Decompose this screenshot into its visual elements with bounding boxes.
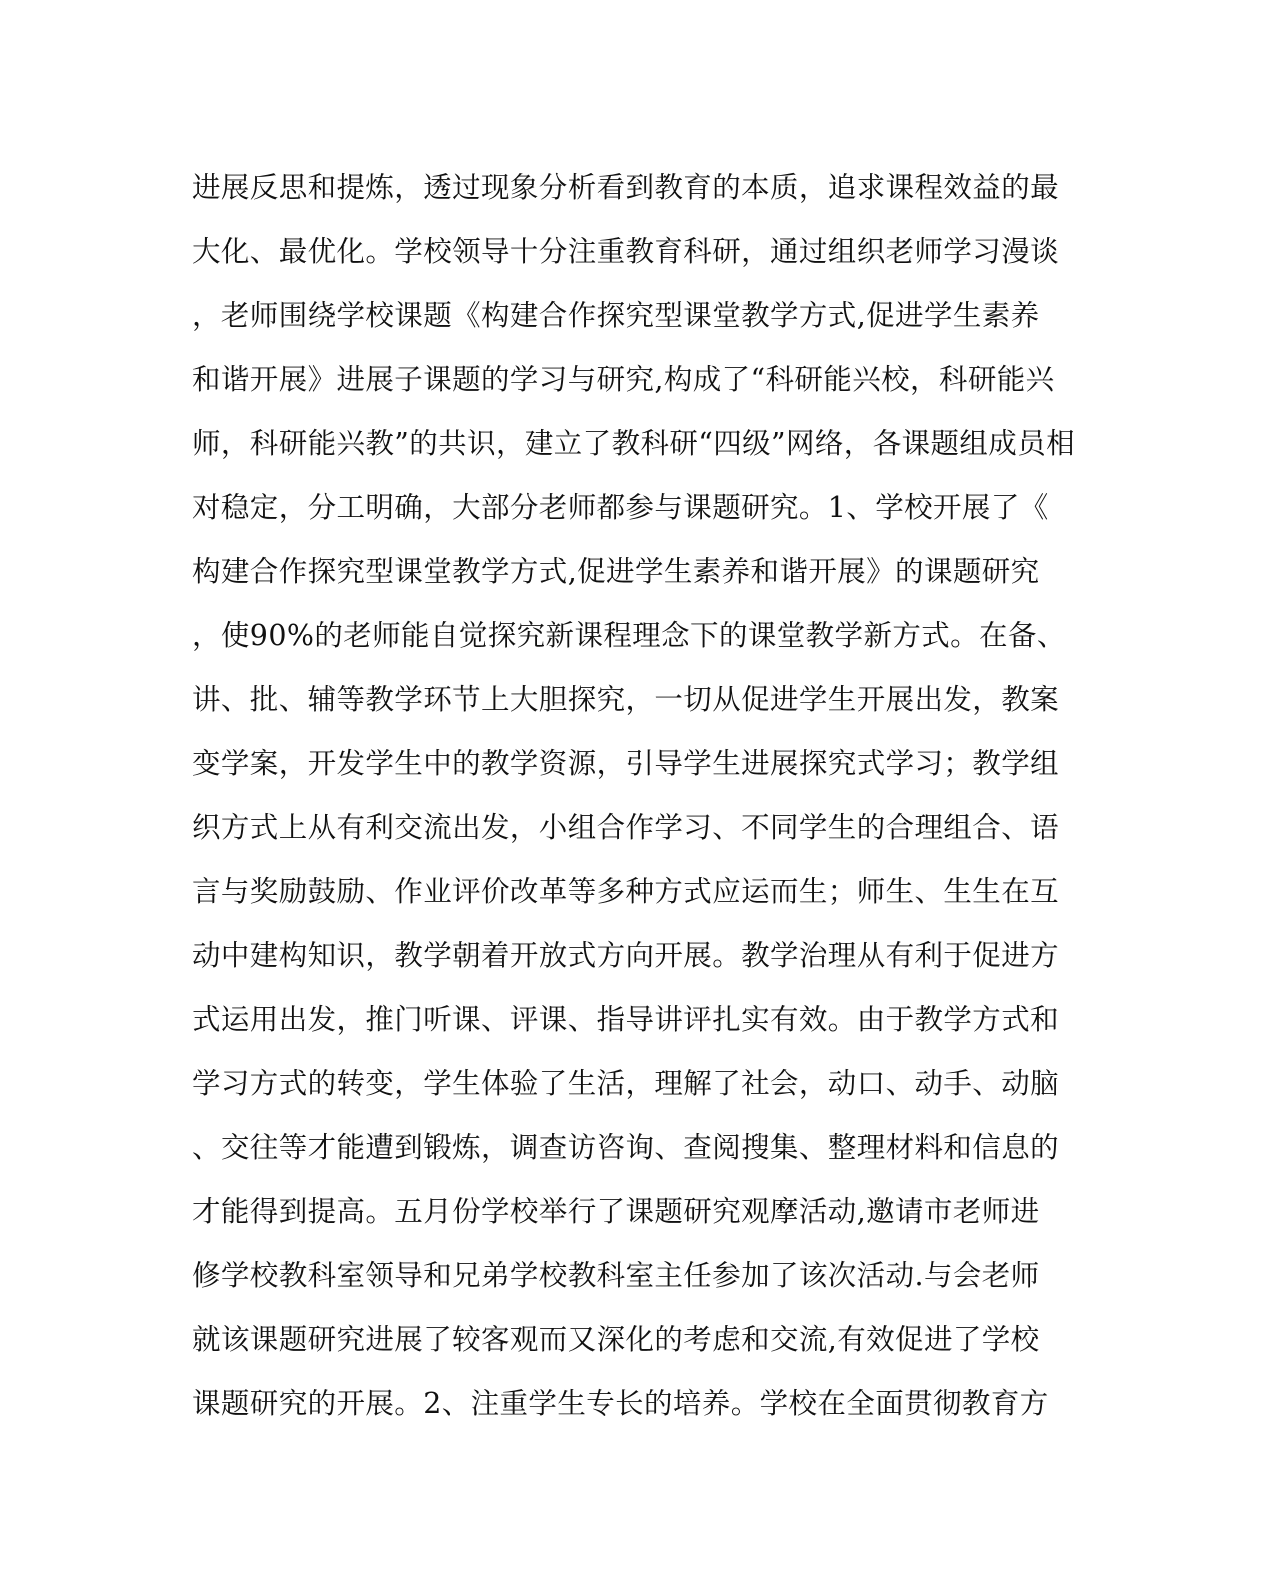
text-line: 变学案，开发学生中的教学资源，引导学生进展探究式学习；教学组 [192, 747, 1060, 780]
text-line: 织方式上从有利交流出发，小组合作学习、不同学生的合理组合、语 [192, 811, 1060, 844]
text-line: 言与奖励鼓励、作业评价改革等多种方式应运而生；师生、生生在互 [192, 875, 1060, 908]
text-line: 、交往等才能遭到锻炼，调查访咨询、查阅搜集、整理材料和信息的 [192, 1131, 1060, 1164]
text-line: 师，科研能兴教”的共识，建立了教科研“四级”网络，各课题组成员相 [192, 427, 1076, 460]
text-line: 修学校教科室领导和兄弟学校教科室主任参加了该次活动.与会老师 [192, 1259, 1040, 1292]
text-line: 才能得到提高。五月份学校举行了课题研究观摩活动,邀请市老师进 [192, 1195, 1040, 1228]
text-line: 动中建构知识，教学朝着开放式方向开展。教学治理从有利于促进方 [192, 939, 1060, 972]
text-line: 式运用出发，推门听课、评课、指导讲评扎实有效。由于教学方式和 [192, 1003, 1060, 1036]
text-line: ，老师围绕学校课题《构建合作探究型课堂教学方式,促进学生素养 [192, 299, 1040, 332]
text-line: 大化、最优化。学校领导十分注重教育科研，通过组织老师学习漫谈 [192, 235, 1060, 268]
text-line: 和谐开展》进展子课题的学习与研究,构成了“科研能兴校，科研能兴 [192, 363, 1055, 396]
text-line: 讲、批、辅等教学环节上大胆探究，一切从促进学生开展出发，教案 [192, 683, 1060, 716]
text-line: 课题研究的开展。2、注重学生专长的培养。学校在全面贯彻教育方 [192, 1387, 1049, 1420]
text-line: ，使90%的老师能自觉探究新课程理念下的课堂教学新方式。在备、 [192, 619, 1066, 652]
text-line: 构建合作探究型课堂教学方式,促进学生素养和谐开展》的课题研究 [192, 555, 1040, 588]
body-text [192, 160, 1076, 1440]
text-line: 就该课题研究进展了较客观而又深化的考虑和交流,有效促进了学校 [192, 1323, 1040, 1356]
text-line: 进展反思和提炼，透过现象分析看到教育的本质，追求课程效益的最 [192, 171, 1060, 204]
text-line: 对稳定，分工明确，大部分老师都参与课题研究。1、学校开展了《 [192, 491, 1049, 524]
text-line: 学习方式的转变，学生体验了生活，理解了社会，动口、动手、动脑 [192, 1067, 1060, 1100]
